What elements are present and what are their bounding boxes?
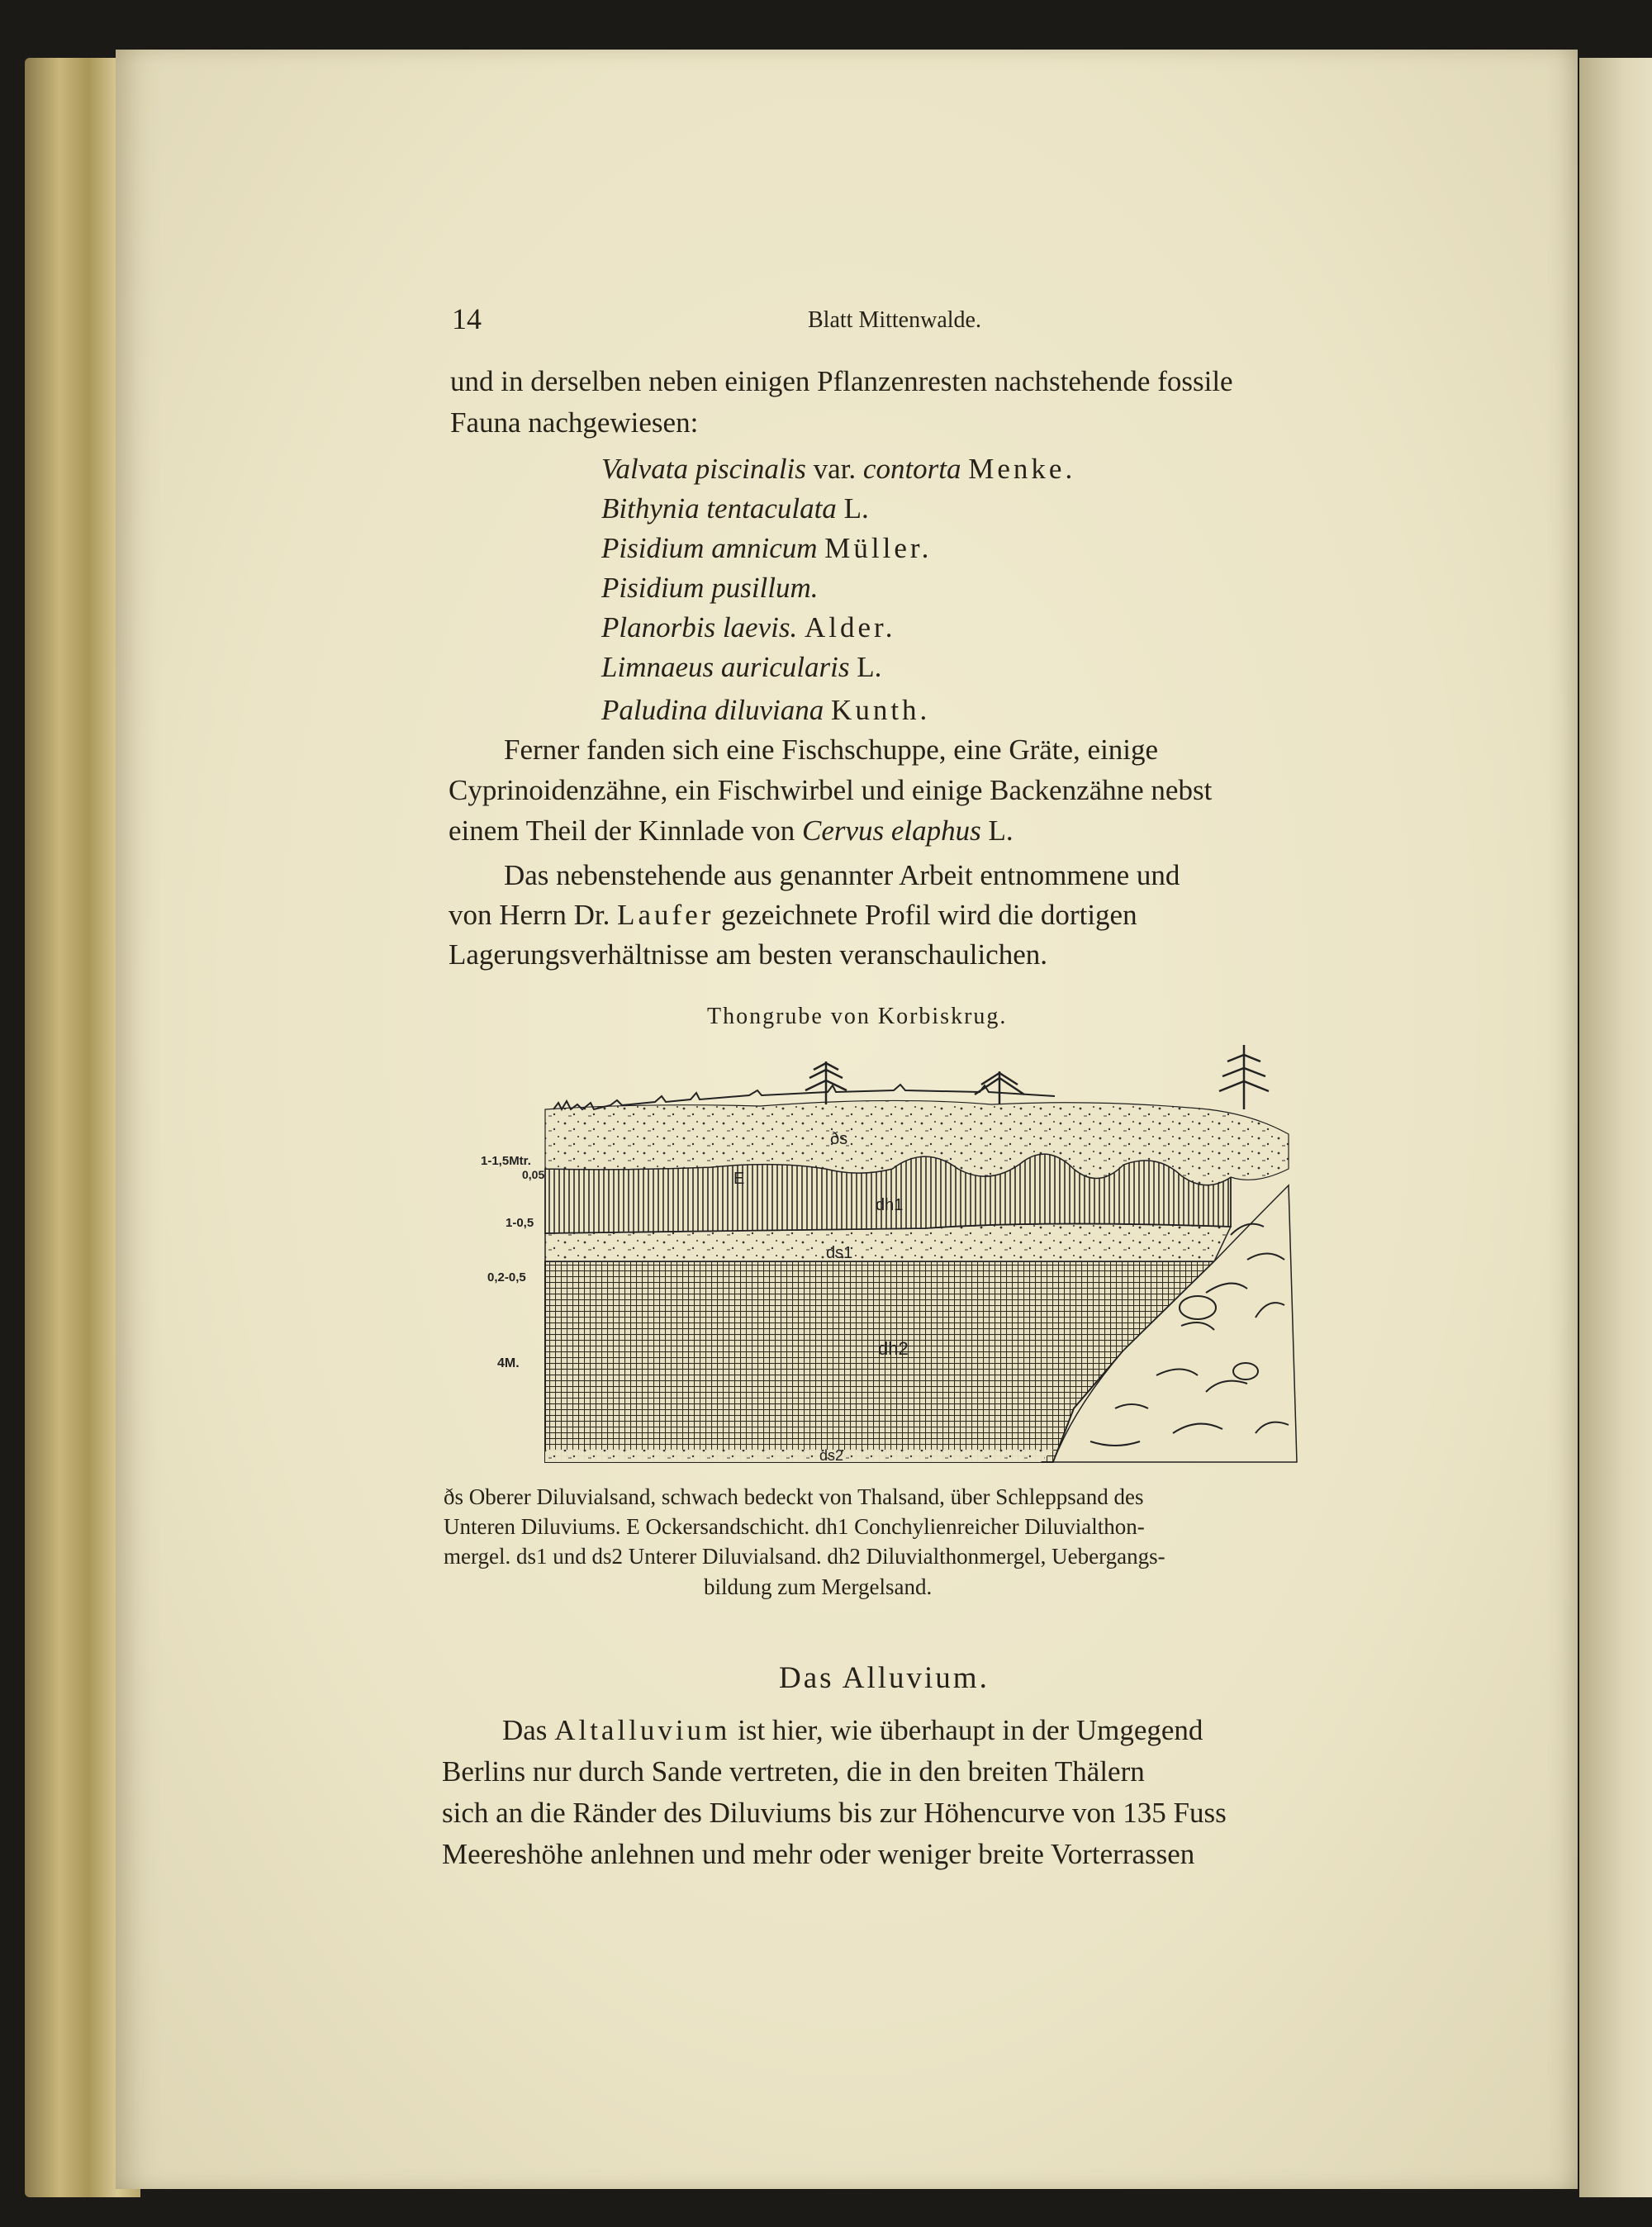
intro-line-1: und in derselben neben einigen Pflanzenresten nachstehende fossile: [450, 365, 1233, 397]
section-title: Das Alluvium.: [779, 1661, 990, 1695]
tree-icon: [805, 1061, 847, 1104]
legend-line-1: ðs Oberer Diluvialsand, schwach bedeckt von Thalsand, über Schleppsand des: [444, 1484, 1144, 1509]
para2-line-3-pre: einem Theil der Kinnlade von: [449, 814, 802, 847]
fauna-author: L.: [843, 492, 869, 525]
layer-label: ds1: [826, 1244, 853, 1262]
fauna-genus: Paludina diluviana: [601, 694, 824, 726]
page-number: 14: [452, 302, 482, 335]
layer-label: ds2: [819, 1447, 844, 1464]
fauna-author: L.: [857, 651, 882, 683]
fauna-item: [601, 611, 895, 644]
species-name: Cervus elaphus: [801, 814, 981, 847]
tree-icon: [1219, 1045, 1269, 1109]
fauna-variety: contorta: [862, 453, 961, 485]
para3-line-3: Lagerungsverhältnisse am besten veranschaulichen.: [449, 938, 1048, 971]
fauna-item: [601, 492, 869, 525]
section-line-4: Meereshöhe anlehnen und mehr oder weniger breite Vorterrassen: [442, 1838, 1195, 1870]
depth-label: 1-0,5: [506, 1216, 534, 1230]
section-line-1-post: ist hier, wie überhaupt in der Umgegend: [730, 1714, 1203, 1746]
fauna-author: Alder.: [804, 611, 896, 643]
fauna-item: [601, 453, 1075, 486]
fauna-item: [601, 651, 881, 684]
para2-line-3-post: L.: [980, 814, 1014, 847]
depth-label: 0,05: [522, 1168, 545, 1181]
para2-line-3: [449, 814, 1014, 848]
fauna-genus: Pisidium pusillum.: [601, 572, 819, 604]
legend-line-4: bildung zum Mergelsand.: [704, 1574, 933, 1599]
fauna-author: Kunth.: [831, 694, 931, 726]
depth-label: 4M.: [497, 1356, 520, 1370]
para3-line-2-post: gezeichnete Profil wird die dortigen: [714, 899, 1137, 931]
section-line-3: sich an die Ränder des Diluviums bis zur Höhencurve von 135 Fuss: [442, 1797, 1227, 1829]
layer-ds2: [545, 1450, 1053, 1462]
fauna-genus: Valvata piscinalis: [601, 453, 806, 485]
section-line-1: [502, 1714, 1203, 1747]
fauna-item: [601, 694, 930, 727]
fauna-genus: Bithynia tentaculata: [601, 492, 837, 525]
para3-line-1: Das nebenstehende aus genannter Arbeit entnommene und: [504, 859, 1180, 891]
depth-label: 0,2-0,5: [487, 1270, 526, 1284]
legend-line-3: mergel. ds1 und ds2 Unterer Diluvialsand. dh2 Diluvialthonmergel, Uebergangs-: [444, 1544, 1165, 1569]
para2-line-1: [504, 734, 1158, 767]
term-altalluvium: Altalluvium: [554, 1714, 731, 1746]
fauna-middle: var.: [805, 453, 863, 485]
depth-label: 1-1,5Mtr.: [481, 1154, 531, 1168]
fauna-genus: Limnaeus auricularis: [601, 651, 850, 683]
para2-line-1-text: Ferner fanden sich eine Fischschuppe, eine Gräte, einige: [504, 734, 1159, 766]
para3-line-2: [449, 899, 1137, 932]
fauna-genus: Pisidium amnicum: [601, 532, 818, 564]
layer-label: E: [733, 1170, 745, 1188]
facing-page-edge: [1579, 58, 1652, 2197]
layer-label: dh2: [878, 1338, 909, 1359]
fauna-item: [601, 572, 819, 605]
author-name: Laufer: [617, 899, 714, 931]
running-title: Blatt Mittenwalde.: [808, 307, 981, 333]
layer-label: ðs: [830, 1130, 848, 1148]
figure-title: Thongrube von Korbiskrug.: [707, 1004, 1008, 1029]
intro-line-2: Fauna nachgewiesen:: [450, 406, 699, 439]
section-line-2: Berlins nur durch Sande vertreten, die in den breiten Thälern: [442, 1755, 1145, 1788]
layer-label: dh1: [876, 1196, 904, 1214]
fauna-author: Menke.: [968, 453, 1076, 485]
para2-line-2: Cyprinoidenzähne, ein Fischwirbel und einige Backenzähne nebst: [449, 774, 1213, 806]
legend-line-2: Unteren Diluviums. E Ockersandschicht. dh1 Conchylienreicher Diluvialthon-: [444, 1514, 1145, 1539]
fauna-genus: Planorbis laevis.: [601, 611, 798, 643]
fauna-item: [601, 532, 932, 565]
section-line-1-pre: Das: [502, 1714, 555, 1746]
fauna-author: Müller.: [824, 532, 933, 564]
para3-line-2-pre: von Herrn Dr.: [449, 899, 618, 931]
geological-profile-figure: [463, 1045, 1322, 1474]
